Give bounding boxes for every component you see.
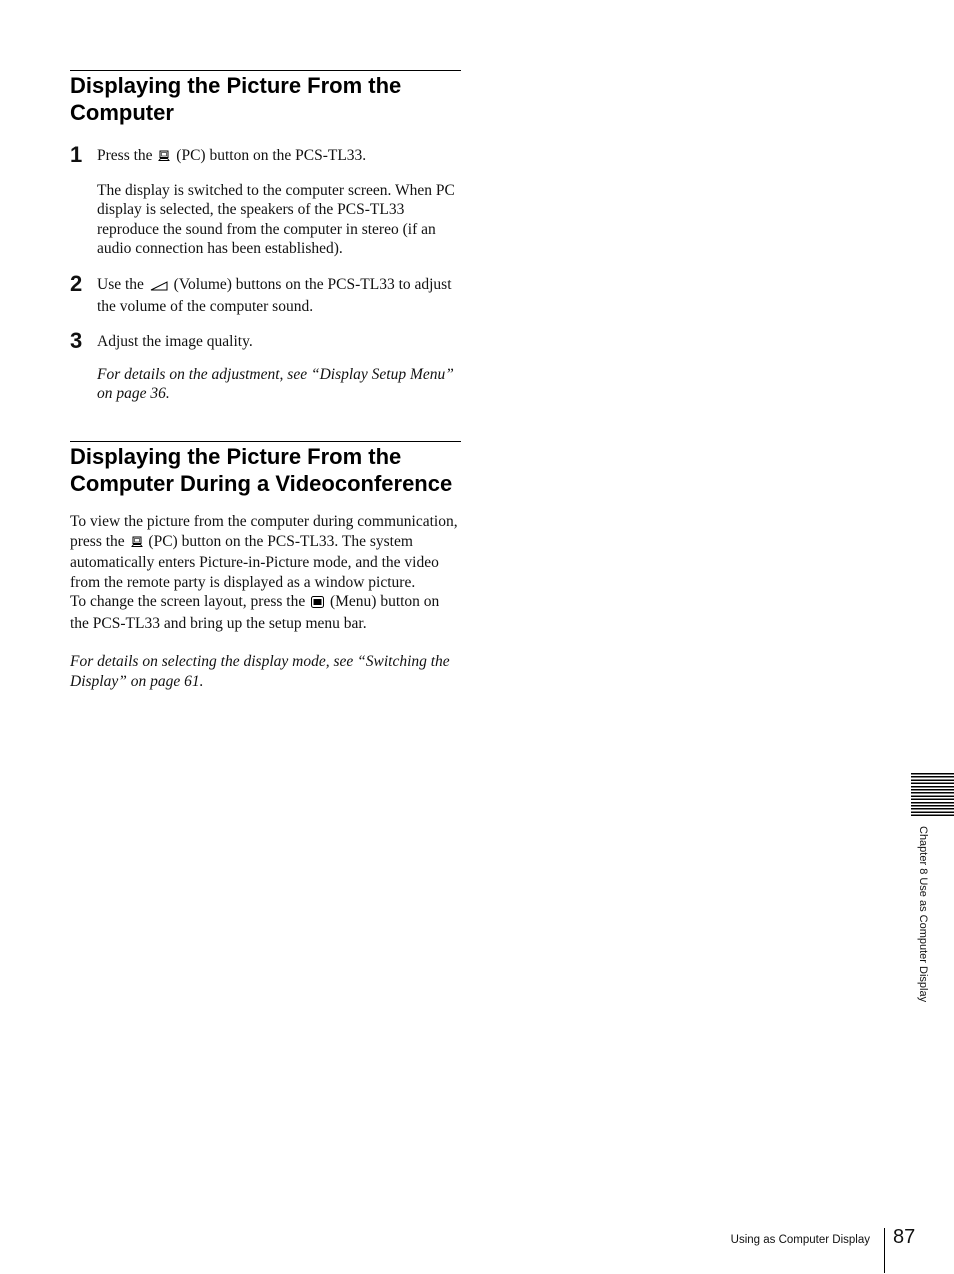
footer-section-label: Using as Computer Display bbox=[730, 1234, 870, 1246]
section-2-header bbox=[70, 441, 461, 497]
section-1-heading: Displaying the Picture From the Computer bbox=[70, 73, 402, 125]
menu-icon bbox=[311, 594, 324, 614]
section-2-paragraph-1: To view the picture from the computer during communication, press the (PC) button on the PCS-TL33. The system automatically enters Picture-in-Picture mode, and the video from the remote party is displayed as a window picture. bbox=[70, 513, 458, 591]
section-1-header bbox=[70, 70, 461, 126]
section-2-note: For details on selecting the display mode, see “Switching the Display” on page 61. bbox=[70, 653, 450, 690]
pc-icon bbox=[131, 534, 143, 554]
step-3-note: For details on the adjustment, see “Display Setup Menu” on page 36. bbox=[97, 365, 454, 402]
section-2-body bbox=[70, 512, 461, 691]
step-2-instruction: Use the (Volume) buttons on the PCS-TL33 to adjust the volume of the computer sound. bbox=[97, 276, 452, 315]
step-1-number: 1 bbox=[70, 142, 83, 167]
section-2-paragraph-2: To change the screen layout, press the (Menu) button on the PCS-TL33 and bring up the setup menu bar. bbox=[70, 593, 440, 632]
page-number: 87 bbox=[893, 1226, 916, 1248]
step-1-instruction: Press the (PC) button on the PCS-TL33. bbox=[97, 146, 461, 168]
volume-icon bbox=[150, 277, 168, 297]
footer-divider bbox=[884, 1228, 885, 1273]
pc-icon bbox=[158, 148, 170, 168]
section-1-rule bbox=[70, 70, 461, 71]
chapter-tab-marker bbox=[911, 773, 954, 817]
section-2-heading: Displaying the Picture From the Computer During a Videoconference bbox=[70, 444, 453, 496]
step-1-detail: The display is switched to the computer screen. When PC display is selected, the speakers of the PCS-TL33 reproduce the sound from the computer in stereo (if an audio connection has been established). bbox=[97, 181, 455, 257]
step-2-number: 2 bbox=[70, 271, 83, 296]
chapter-side-label: Chapter 8 Use as Computer Display bbox=[917, 826, 929, 1003]
section-2-rule bbox=[70, 441, 461, 442]
step-3-number: 3 bbox=[70, 328, 83, 353]
step-3-instruction: Adjust the image quality. bbox=[97, 333, 253, 350]
